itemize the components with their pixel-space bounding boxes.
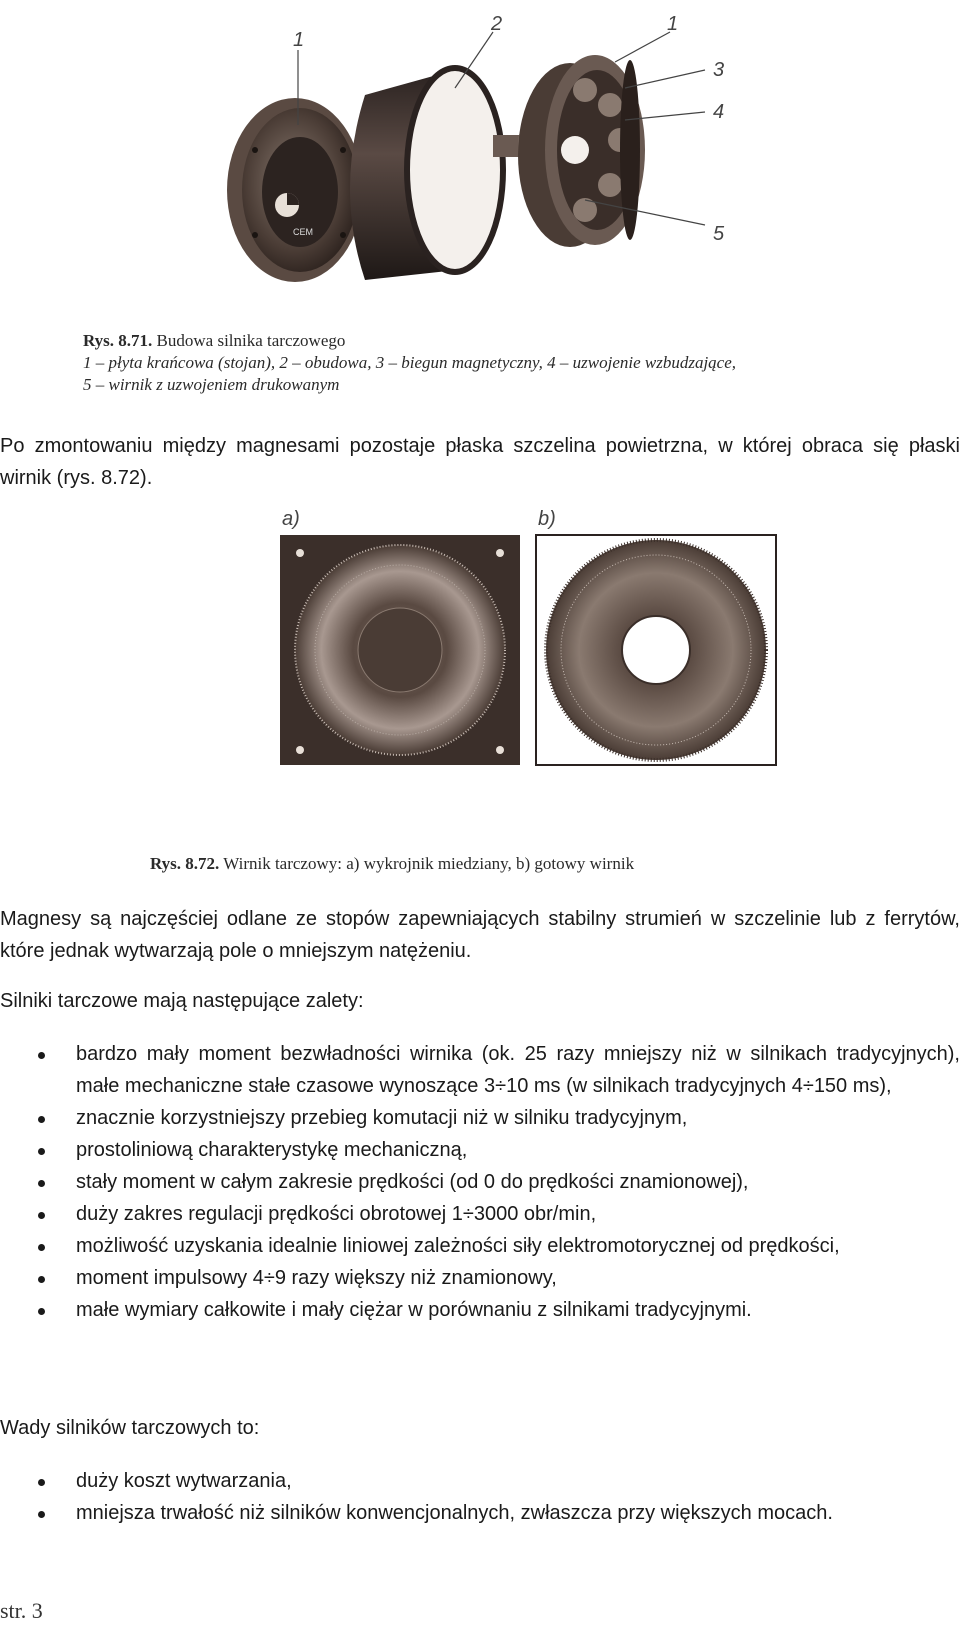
label-1-right: 1 [667, 13, 679, 35]
label-5: 5 [713, 223, 725, 245]
figure1-caption-title: Budowa silnika tarczowego [152, 331, 346, 350]
copper-blank-photo [280, 535, 520, 765]
housing [350, 68, 503, 280]
list-item: moment impulsowy 4÷9 razy większy niż znamionowy, [0, 1262, 960, 1294]
advantages-list [0, 1038, 960, 1326]
paragraph-air-gap: Po zmontowaniu między magnesami pozostaje płaska szczelina powietrzna, w której obraca się płaski wirnik (rys. 8.72). [0, 435, 960, 489]
label-b: b) [538, 508, 556, 530]
end-plate-left [227, 98, 363, 282]
label-3: 3 [713, 59, 725, 81]
figure1-caption-line2: 1 – płyta krańcowa (stojan), 2 – obudowa, 3 – biegun magnetyczny, 4 – uzwojenie wzbudzające, [83, 353, 737, 372]
label-2: 2 [491, 13, 503, 35]
list-item: znacznie korzystniejszy przebieg komutacji niż w silniku tradycyjnym, [0, 1102, 960, 1134]
disadvantages-intro: Wady silników tarczowych to: [0, 1417, 260, 1439]
list-item: możliwość uzyskania idealnie liniowej zależności siły elektromotorycznej od prędkości, [0, 1230, 960, 1262]
list-item: prostoliniową charakterystykę mechaniczną, [0, 1134, 960, 1166]
figure2-caption-number: Rys. 8.72. [150, 854, 220, 873]
advantages-intro: Silniki tarczowe mają następujące zalety: [0, 990, 364, 1012]
figure1-caption-number: Rys. 8.71. [83, 331, 153, 350]
list-item: bardzo mały moment bezwładności wirnika (ok. 25 razy mniejszy niż w silnikach tradycyjnych), małe mechaniczne stałe czasowe wynoszące 3÷10 ms (w silnikach tradycyjnych 4÷150 ms), [0, 1038, 960, 1102]
figure1-caption-line3: 5 – wirnik z uzwojeniem drukowanym [83, 375, 340, 394]
figure2-caption [150, 853, 870, 875]
disadvantages-list [0, 1465, 960, 1529]
label-1-left: 1 [293, 29, 305, 51]
figure1-caption [83, 330, 903, 396]
list-item: mniejsza trwałość niż silników konwencjonalnych, zwłaszcza przy większych mocach. [0, 1497, 960, 1529]
label-a: a) [282, 508, 300, 530]
disc-motor-exploded-figure [225, 0, 785, 320]
paragraph-magnets: Magnesy są najczęściej odlane ze stopów zapewniających stabilny strumień w szczelinie lub z ferrytów, które jednak wytwarzają pole o mniejszym natężeniu. [0, 908, 960, 962]
list-item: duży zakres regulacji prędkości obrotowej 1÷3000 obr/min, [0, 1198, 960, 1230]
list-item: duży koszt wytwarzania, [0, 1465, 960, 1497]
finished-rotor-photo [536, 535, 776, 765]
plate-logo: CEM [293, 227, 313, 237]
list-item: małe wymiary całkowite i mały ciężar w porównaniu z silnikami tradycyjnymi. [0, 1294, 960, 1326]
figure2-caption-text: Wirnik tarczowy: a) wykrojnik miedziany, b) gotowy wirnik [219, 854, 635, 873]
rotor-and-poles [518, 55, 645, 247]
page-number: str. 3 [0, 1598, 43, 1623]
list-item: stały moment w całym zakresie prędkości (od 0 do prędkości znamionowej), [0, 1166, 960, 1198]
label-4: 4 [713, 101, 725, 123]
disc-rotor-figure [280, 505, 800, 795]
